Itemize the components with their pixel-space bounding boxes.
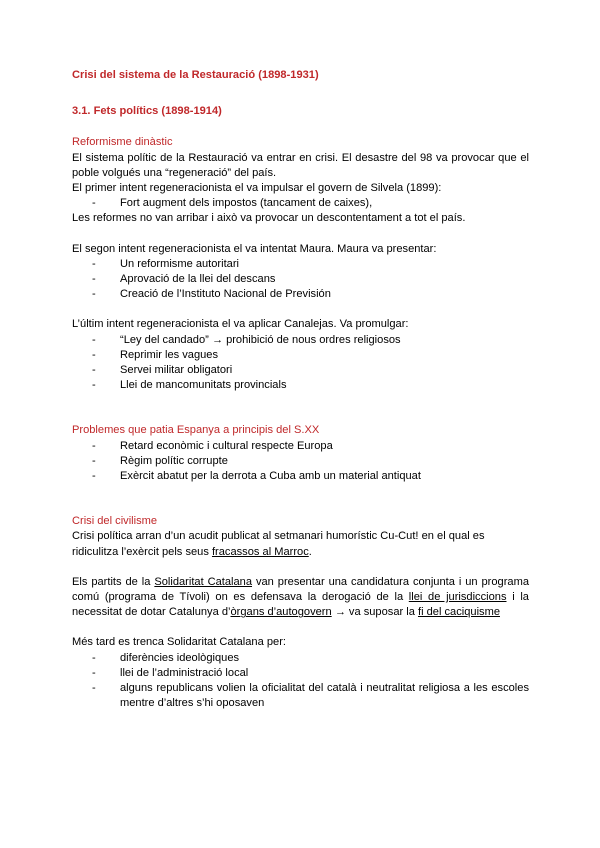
list-item: - Un reformisme autoritari <box>72 257 529 272</box>
civilisme-paragraph-3: Més tard es trenca Solidaritat Catalana per: <box>72 636 286 649</box>
civilisme-list <box>72 651 529 712</box>
reformisme-paragraph-4: El segon intent regeneracionista el va intentat Maura. Maura va presentar: <box>72 242 437 255</box>
canalejas-list <box>72 333 529 394</box>
maura-list <box>72 257 529 303</box>
section-subtitle: 3.1. Fets polítics (1898-1914) <box>72 105 222 118</box>
underlined-term: llei de jurisdiccions <box>408 591 507 604</box>
document-page <box>72 68 529 712</box>
list-item: - Fort augment dels impostos (tancament de caixes), <box>72 196 529 211</box>
heading-reformisme: Reformisme dinàstic <box>72 136 173 149</box>
document-title: Crisi del sistema de la Restauració (1898-1931) <box>72 69 319 81</box>
reformisme-paragraph-1: El sistema polític de la Restauració va entrar en crisi. El desastre del 98 va provocar que el poble volgués una “regeneració” del país. <box>72 151 529 179</box>
underlined-term: fracassos al Marroc <box>211 545 309 558</box>
underlined-term: òrgans d’autogovern <box>230 606 332 619</box>
list-item: - alguns republicans volien la oficialitat del català i neutralitat religiosa a les escoles mentre d’altres s’hi oposaven <box>72 681 529 711</box>
list-item: - Servei militar obligatori <box>72 363 529 378</box>
list-item: - diferències ideològiques <box>72 651 529 666</box>
list-item: - Règim polític corrupte <box>72 454 529 469</box>
civilisme-paragraph-2: Els partits de la Solidaritat Catalana van presentar una candidatura conjunta i un programa comú (programa de Tívoli) on es defensava la derogació de la llei de jurisdiccions i la necessitat de dotar Catalunya d’òrgans d’autogovern → va suposar la fi del caciquisme <box>72 575 529 619</box>
list-item: - Aprovació de la llei del descans <box>72 272 529 287</box>
list-item: - Reprimir les vagues <box>72 348 529 363</box>
heading-civilisme: Crisi del civilisme <box>72 515 158 528</box>
reformisme-paragraph-5: L’últim intent regeneracionista el va aplicar Canalejas. Va promulgar: <box>72 318 409 331</box>
reformisme-paragraph-3: Les reformes no van arribar i això va provocar un descontentament a tot el país. <box>72 212 466 225</box>
list-item: - Exèrcit abatut per la derrota a Cuba amb un material antiquat <box>72 469 529 484</box>
reformisme-paragraph-2: El primer intent regeneracionista el va impulsar el govern de Silvela (1899): <box>72 182 442 195</box>
civilisme-paragraph-1: Crisi política arran d’un acudit publicat al setmanari humorístic Cu-Cut! en el qual es ridiculitza l’exèrcit pels seus fracassos al Marroc. <box>72 530 485 558</box>
heading-problemes: Problemes que patia Espanya a principis del S.XX <box>72 424 320 437</box>
list-item: - Retard econòmic i cultural respecte Europa <box>72 439 529 454</box>
silvela-list <box>72 196 529 211</box>
list-item: - llei de l’administració local <box>72 666 529 681</box>
list-item: - “Ley del candado” → prohibició de nous ordres religiosos <box>72 333 529 348</box>
list-item: - Creació de l’Instituto Nacional de Previsión <box>72 287 529 302</box>
problemes-list <box>72 439 529 485</box>
underlined-term: fi del caciquisme <box>417 606 500 619</box>
underlined-term: Solidaritat Catalana <box>154 575 253 588</box>
list-item: - Llei de mancomunitats provincials <box>72 378 529 393</box>
